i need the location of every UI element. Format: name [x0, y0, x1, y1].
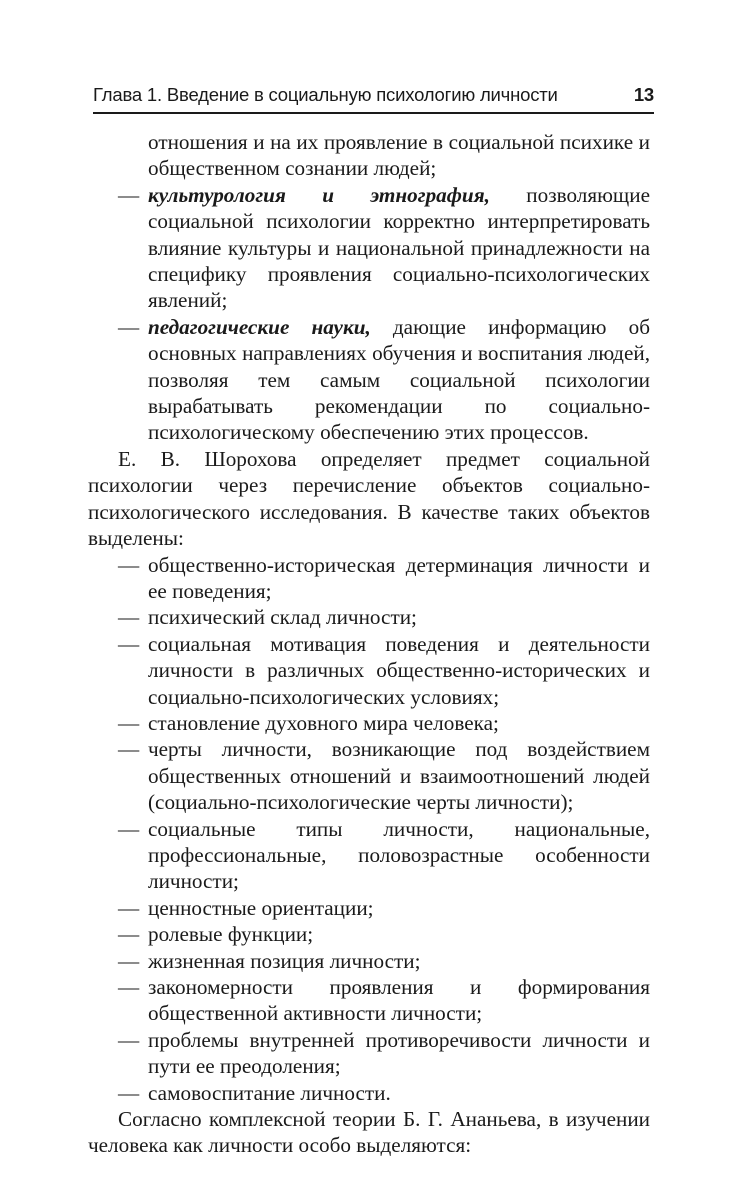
- list-item-text: проблемы внутренней противоречивости личности и пути ее преодоления;: [148, 1027, 650, 1079]
- list-item: [118, 948, 650, 974]
- list-item-text: психический склад личности;: [148, 605, 417, 630]
- running-header: [93, 82, 654, 114]
- list-item-text: ценностные ориентации;: [148, 895, 374, 920]
- list-dash: —: [118, 922, 140, 947]
- list-dash: —: [118, 737, 140, 762]
- paragraph-shorokhova: Е. В. Шорохова определяет предмет социальной психологии через перечисление объектов социально-психологического исследования. В качестве таких объектов выделены:: [88, 446, 650, 551]
- list-dash: —: [118, 552, 140, 577]
- list-item-pedagogy: [118, 314, 650, 446]
- list-dash: —: [118, 975, 140, 999]
- list-item: [118, 736, 650, 815]
- list-item: [118, 895, 650, 921]
- list-dash: —: [118, 948, 140, 973]
- list-item: [118, 974, 650, 1027]
- list-item-text: закономерности проявления и формирования общественной активности личности;: [148, 975, 650, 1026]
- list-dash: —: [118, 182, 140, 207]
- list-item-text: ролевые функции;: [148, 922, 314, 947]
- chapter-title: Глава 1. Введение в социальную психологию личности: [93, 84, 558, 105]
- list-item-text: самовоспитание личности.: [148, 1080, 391, 1105]
- list-dash: —: [118, 631, 140, 656]
- list-dash: —: [118, 710, 140, 735]
- list-item: [118, 921, 650, 947]
- list-dash: —: [118, 314, 140, 339]
- list-dash: —: [118, 816, 140, 841]
- list-item: [118, 552, 650, 605]
- list-item: [118, 1080, 650, 1106]
- list-item: [118, 710, 650, 736]
- list-item: [118, 1027, 650, 1080]
- term-culturology: культурология и этнография,: [148, 182, 490, 207]
- list-item-text: становление духовного мира человека;: [148, 710, 499, 735]
- culturology-description: позволяющие социальной психологии корректно интерпретировать влияние культуры и национальной принадлежности на специфику проявления социально-психологических явлений;: [148, 182, 650, 313]
- paragraph-ananiev: Согласно комплексной теории Б. Г. Ананьева, в изучении человека как личности особо выделяются:: [88, 1107, 650, 1158]
- list-item: [118, 604, 650, 630]
- pedagogy-description: дающие информацию об основных направлениях обучения и воспитания людей, позволяя тем самым социальной психологии вырабатывать рекомендации по социально-психологическому обеспечению этих процессов.: [148, 314, 650, 445]
- list-item-text: жизненная позиция личности;: [148, 948, 421, 973]
- list-item-text: социальные типы личности, национальные, профессиональные, половозрастные особенности личности;: [148, 816, 650, 894]
- list-item-culturology: [118, 182, 650, 314]
- list-dash: —: [118, 895, 140, 920]
- list-item-text: черты личности, возникающие под воздействием общественных отношений и взаимоотношений людей (социально-психологические черты личности);: [148, 737, 650, 815]
- page-number: 13: [633, 84, 654, 105]
- list-item: [118, 816, 650, 895]
- term-pedagogy: педагогические науки,: [148, 314, 371, 339]
- list-item-text: социальная мотивация поведения и деятельности личности в различных общественно-исторических и социально-психологических условиях;: [148, 631, 650, 709]
- objects-list: [118, 552, 650, 1107]
- list-item-text: общественно-историческая детерминация личности и ее поведения;: [148, 552, 650, 603]
- continuation-text: отношения и на их проявление в социальной психике и общественном сознании людей;: [148, 130, 650, 181]
- page-body: [88, 129, 650, 1159]
- list-item: [118, 631, 650, 710]
- list-dash: —: [118, 1027, 140, 1052]
- list-item-continuation: [118, 129, 650, 182]
- list-dash: —: [118, 1080, 140, 1105]
- list-dash: —: [118, 605, 140, 630]
